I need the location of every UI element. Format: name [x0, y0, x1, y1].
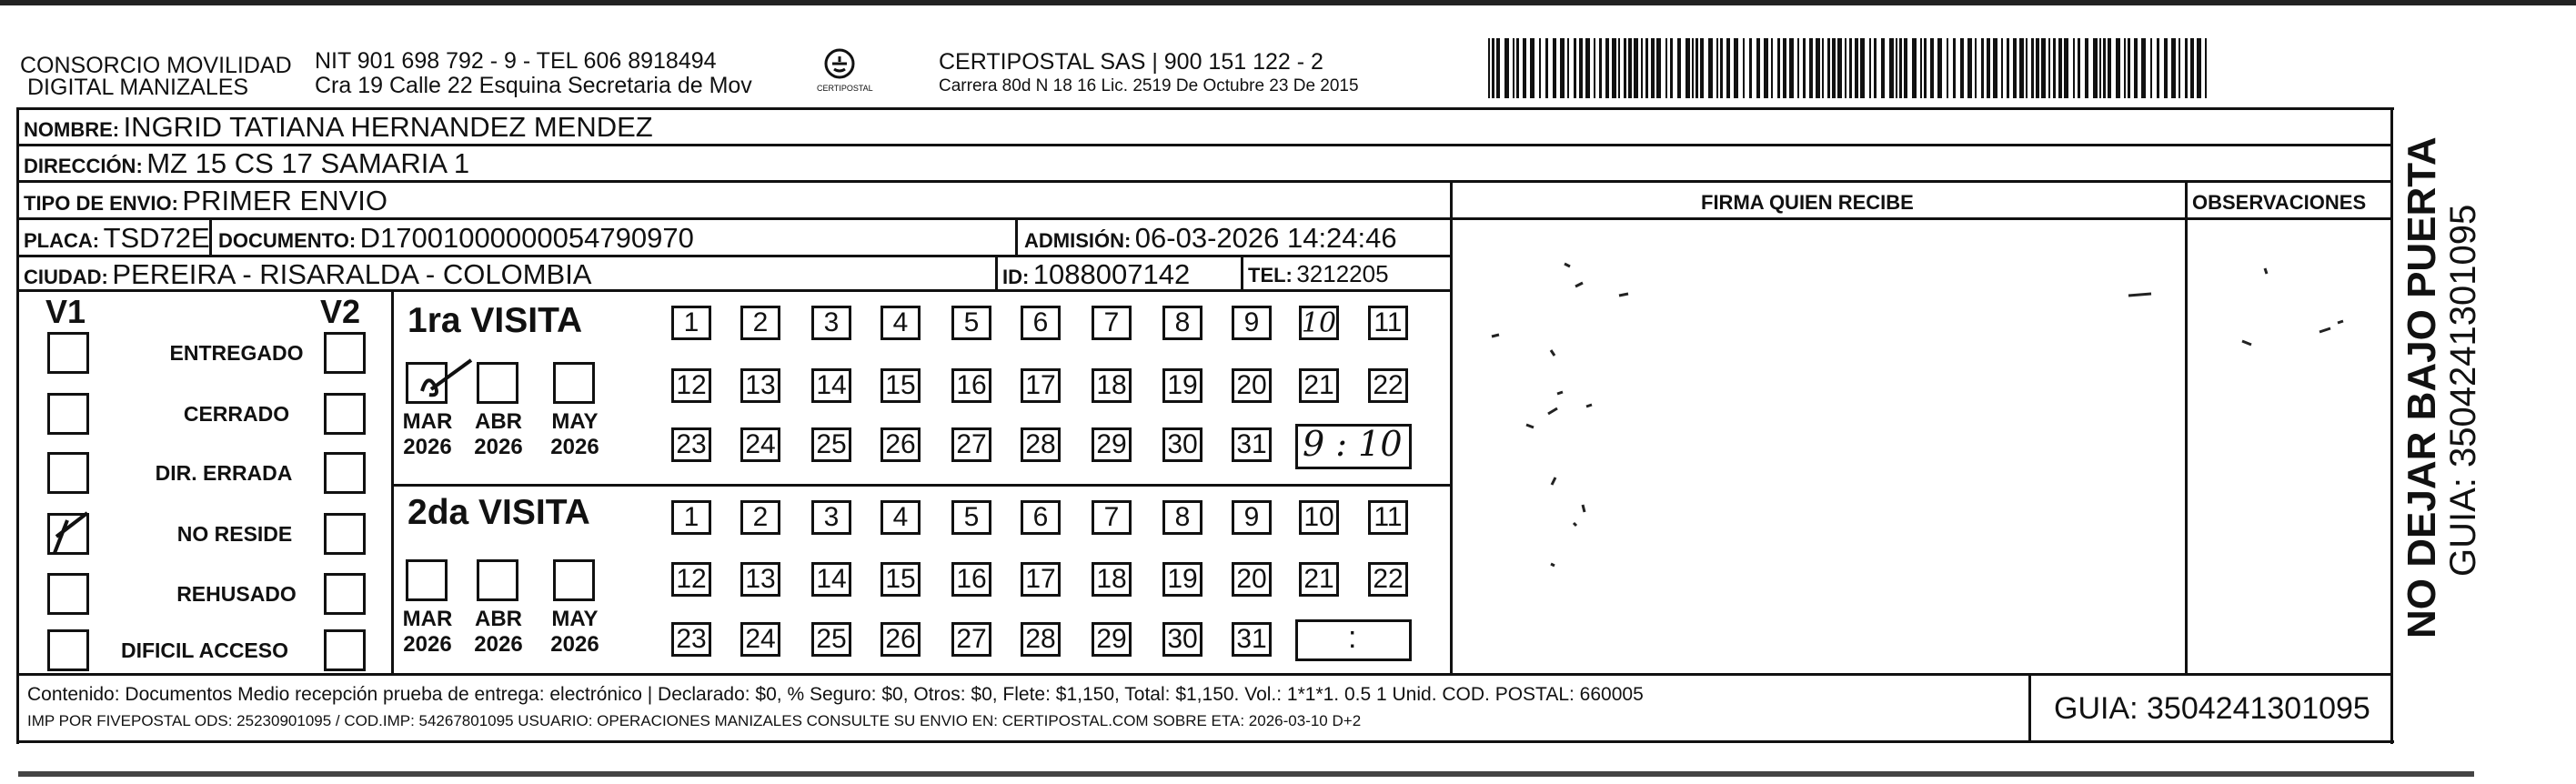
month-checkbox[interactable] [477, 362, 518, 404]
day-cell[interactable]: 12 [671, 368, 711, 403]
status-v1-checkbox[interactable] [47, 573, 89, 615]
day-cell[interactable]: 7 [1092, 306, 1132, 340]
documento-label: DOCUMENTO: [218, 229, 357, 252]
id-divider [995, 256, 998, 290]
year-label: 2026 [474, 435, 523, 459]
footer-contenido: Contenido: Documentos Medio recepción prueba de entrega: electrónico | Declarado: $0, % Seguro: $0, Otros: $0, Flete: $1,150, Total: $1,150. Vol.: 1*1*1. 0.5 1 Unid. COD. POSTAL: 660005 [27, 684, 1644, 705]
day-cell[interactable]: 19 [1162, 368, 1202, 403]
footer-guia: GUIA: 3504241301095 [2054, 691, 2370, 726]
sender-name-1: CONSORCIO MOVILIDAD [20, 53, 292, 78]
observaciones-header: OBSERVACIONES [2192, 191, 2367, 214]
barcode-bar [1849, 38, 1852, 98]
barcode-bar [1545, 38, 1548, 98]
barcode-bar [1700, 38, 1704, 98]
tel-value: 3212205 [1296, 260, 1389, 287]
month-checkbox[interactable] [406, 559, 448, 601]
admision-divider [1015, 218, 1018, 256]
day-cell[interactable]: 23 [671, 622, 711, 657]
barcode-bar [1612, 38, 1616, 98]
barcode-bar [1837, 38, 1842, 98]
month-label: ABR [475, 607, 522, 631]
barcode-bar [2019, 38, 2024, 98]
year-label: 2026 [550, 632, 599, 657]
day-cell[interactable]: 25 [811, 622, 851, 657]
status-label: CERRADO [183, 402, 290, 426]
barcode-bar [1816, 38, 1820, 98]
barcode-bar [1496, 38, 1500, 98]
status-label: DIFICIL ACCESO [120, 638, 288, 662]
direccion-value: MZ 15 CS 17 SAMARIA 1 [146, 147, 470, 179]
col-obs-left [2185, 183, 2188, 674]
day-cell[interactable]: 24 [740, 622, 780, 657]
day-cell[interactable]: 5 [951, 500, 991, 535]
documento-value: D17001000000054790970 [359, 222, 694, 254]
documento-row [218, 222, 694, 255]
year-label: 2026 [403, 435, 452, 459]
day-cell[interactable]: 10 [1299, 500, 1339, 535]
tel-label: TEL: [1248, 264, 1293, 286]
sender-name-2: DIGITAL MANIZALES [27, 75, 249, 100]
day-cell[interactable]: 6 [1021, 500, 1061, 535]
day-cell[interactable]: 12 [671, 562, 711, 597]
footer-imp: IMP POR FIVEPOSTAL ODS: 25230901095 / COD.IMP: 54267801095 USUARIO: OPERACIONES MANIZALES CONSULTE SU ENVIO EN: CERTIPOSTAL.COM SOBRE ETA: 2026-03-10 D+2 [27, 712, 1362, 729]
barcode-bar [2093, 38, 2098, 98]
barcode-bar [2141, 38, 2146, 98]
month-checkbox[interactable] [553, 362, 595, 404]
certipostal-logo-icon [819, 45, 860, 87]
day-cell[interactable]: 25 [811, 427, 851, 462]
day-cell[interactable]: 19 [1162, 562, 1202, 597]
barcode-bar [1860, 38, 1865, 98]
barcode-bar [1789, 38, 1794, 98]
status-label: NO RESIDE [176, 522, 293, 546]
day-cell[interactable]: 21 [1299, 368, 1339, 403]
scan-edge-bottom [18, 771, 2474, 777]
barcode-bar [1720, 38, 1723, 98]
barcode-bar [1896, 38, 1897, 98]
barcode-bar [1960, 38, 1964, 98]
row-line-3 [16, 217, 2392, 220]
nombre-value: INGRID TATIANA HERNANDEZ MENDEZ [123, 111, 653, 143]
row-line-6 [16, 673, 2392, 676]
firma-header: FIRMA QUIEN RECIBE [1701, 191, 1914, 214]
barcode-bar [1641, 38, 1643, 98]
barcode-bar [1827, 38, 1830, 98]
status-divider [391, 290, 394, 674]
barcode-bar [2041, 38, 2046, 98]
ciudad-label: CIUDAD: [24, 266, 108, 288]
status-v1-checkbox[interactable] [47, 452, 89, 494]
ciudad-value: PEREIRA - RISARALDA - COLOMBIA [112, 258, 592, 290]
status-label: ENTREGADO [169, 341, 304, 365]
barcode-bar [1696, 38, 1698, 98]
day-cell[interactable]: 29 [1092, 427, 1132, 462]
barcode-bar [1670, 38, 1673, 98]
barcode-bar [2190, 38, 2194, 98]
barcode-bar [1809, 38, 1813, 98]
barcode-bar [1585, 38, 1590, 98]
barcode-bar [1504, 38, 1509, 98]
ciudad-row [24, 258, 591, 291]
day-cell[interactable]: 23 [671, 427, 711, 462]
month-label: MAY [551, 409, 599, 434]
barcode-bar [1764, 38, 1768, 98]
day-cell[interactable]: 8 [1162, 306, 1202, 340]
month-label: MAR [402, 607, 453, 631]
barcode-bar [1539, 38, 1541, 98]
barcode-bar [2128, 38, 2130, 98]
barcode-bar [2185, 38, 2188, 98]
barcode-bar [1579, 38, 1583, 98]
visit2-title: 2da VISITA [408, 493, 590, 532]
barcode-bar [2085, 38, 2088, 98]
day-cell[interactable]: 2 [740, 306, 780, 340]
barcode-bar [2013, 38, 2017, 98]
checkmark-icon [47, 500, 102, 563]
day-cell[interactable]: 21 [1299, 562, 1339, 597]
barcode-bar [1530, 38, 1535, 98]
barcode-bar [1692, 38, 1694, 98]
barcode-bar [1553, 38, 1556, 98]
day-cell[interactable]: 1 [671, 500, 711, 535]
barcode-bar [1656, 38, 1661, 98]
barcode-bar [2007, 38, 2009, 98]
barcode-bar [1930, 38, 1934, 98]
row-line-4 [16, 255, 1452, 257]
day-cell[interactable]: 26 [880, 622, 921, 657]
day-cell[interactable]: 13 [740, 562, 780, 597]
month-checkbox[interactable] [477, 559, 518, 601]
barcode-bar [1605, 38, 1609, 98]
row-line-2 [16, 180, 2392, 183]
v2-label: V2 [320, 293, 361, 330]
barcode-bar [1981, 38, 1984, 98]
tel-row [1248, 260, 1389, 288]
day-cell[interactable]: 29 [1092, 622, 1132, 657]
status-v2-checkbox[interactable] [324, 629, 366, 671]
year-label: 2026 [474, 632, 523, 657]
barcode-bar [1628, 38, 1632, 98]
barcode-bar [1523, 38, 1526, 98]
admision-row [1024, 222, 1397, 255]
day-cell[interactable]: 18 [1092, 562, 1132, 597]
barcode-bar [1685, 38, 1690, 98]
day-cell[interactable]: 4 [880, 306, 921, 340]
month-label: MAY [551, 607, 599, 631]
checkmark-icon [408, 355, 480, 410]
tipo-row [24, 185, 387, 217]
day-cell[interactable]: 1 [671, 306, 711, 340]
barcode-bar [1677, 38, 1681, 98]
barcode-bar [1803, 38, 1806, 98]
day-cell[interactable]: 3 [811, 306, 851, 340]
barcode-bar [2053, 38, 2056, 98]
guia-box-divider [2028, 674, 2031, 741]
carrier-address: Carrera 80d N 18 16 Lic. 2519 De Octubre 23 De 2015 [939, 76, 1359, 95]
sender-nit: NIT 901 698 792 - 9 - TEL 606 8918494 [315, 48, 717, 74]
id-value: 1088007142 [1032, 258, 1191, 290]
direccion-label: DIRECCIÓN: [24, 155, 143, 177]
day-cell[interactable]: 22 [1368, 562, 1408, 597]
day-cell[interactable]: 3 [811, 500, 851, 535]
barcode-bar [1708, 38, 1713, 98]
barcode-bar [1822, 38, 1824, 98]
day-cell[interactable]: 17 [1021, 368, 1061, 403]
barcode-bar [1665, 38, 1667, 98]
barcode-bar [1777, 38, 1780, 98]
day-cell[interactable]: 2 [740, 500, 780, 535]
barcode-bar [1567, 38, 1569, 98]
day-cell[interactable]: 5 [951, 306, 991, 340]
barcode-bar [2103, 38, 2106, 98]
placa-value: TSD72E [103, 222, 210, 254]
row-line-1 [16, 144, 2392, 146]
barcode-bar [1899, 38, 1902, 98]
barcode-bar [1488, 38, 1490, 98]
barcode-bar [2124, 38, 2126, 98]
day-cell[interactable]: 11 [1368, 500, 1408, 535]
signature-marks [1455, 223, 2183, 668]
barcode-bar [1947, 38, 1948, 98]
day-cell[interactable]: 22 [1368, 368, 1408, 403]
side-notice: NO DEJAR BAJO PUERTA [2400, 136, 2444, 638]
barcode-bar [2036, 38, 2039, 98]
barcode-bar [1726, 38, 1730, 98]
barcode-bar [1869, 38, 1871, 98]
status-v2-checkbox[interactable] [324, 332, 366, 374]
barcode-bar [1560, 38, 1565, 98]
status-v2-checkbox[interactable] [324, 452, 366, 494]
day-cell[interactable]: 17 [1021, 562, 1061, 597]
barcode-bar [1832, 38, 1836, 98]
nombre-label: NOMBRE: [24, 118, 120, 141]
frame-bottom [16, 740, 2394, 743]
barcode-bar [1993, 38, 1997, 98]
day-cell[interactable]: 4 [880, 500, 921, 535]
barcode-bar [2058, 38, 2062, 98]
day-cell[interactable]: 27 [951, 622, 991, 657]
day-cell[interactable]: 31 [1232, 622, 1272, 657]
year-label: 2026 [403, 632, 452, 657]
barcode-bar [1599, 38, 1602, 98]
status-v1-checkbox[interactable] [47, 393, 89, 435]
barcode-bar [1845, 38, 1846, 98]
barcode-bar [2078, 38, 2080, 98]
status-v1-checkbox[interactable] [47, 629, 89, 671]
frame-left [16, 107, 19, 744]
barcode-bar [1749, 38, 1752, 98]
barcode-bar [1874, 38, 1877, 98]
month-label: ABR [475, 409, 522, 434]
barcode-bar [2048, 38, 2050, 98]
placa-row [24, 222, 210, 255]
status-v2-checkbox[interactable] [324, 513, 366, 555]
tel-divider [1241, 256, 1243, 290]
barcode-bar [1516, 38, 1519, 98]
visit2-time-placeholder: : [1348, 620, 1357, 655]
barcode-bar [1855, 38, 1858, 98]
barcode-bar [2179, 38, 2180, 98]
visit-divider [391, 484, 1451, 487]
barcode-bar [1912, 38, 1917, 98]
placa-label: PLACA: [24, 229, 100, 252]
id-label: ID: [1002, 266, 1030, 288]
barcode-bar [2073, 38, 2075, 98]
barcode-bar [1797, 38, 1799, 98]
side-guia: GUIA: 3504241301095 [2443, 204, 2483, 577]
barcode-bar [2031, 38, 2034, 98]
barcode-bar [1881, 38, 1885, 98]
barcode-bar [1651, 38, 1655, 98]
barcode [1488, 38, 2212, 98]
year-label: 2026 [550, 435, 599, 459]
barcode-bar [1594, 38, 1595, 98]
barcode-bar [1889, 38, 1894, 98]
barcode-bar [1953, 38, 1956, 98]
barcode-bar [1513, 38, 1514, 98]
day-cell[interactable]: 14 [811, 562, 851, 597]
barcode-bar [1624, 38, 1626, 98]
day-cell[interactable]: 9 [1232, 306, 1272, 340]
v1-label: V1 [45, 293, 86, 330]
barcode-bar [2108, 38, 2111, 98]
day-cell[interactable]: 6 [1021, 306, 1061, 340]
barcode-bar [1618, 38, 1620, 98]
day-cell[interactable]: 16 [951, 562, 991, 597]
tipo-label: TIPO DE ENVIO: [24, 192, 178, 215]
barcode-bar [1920, 38, 1922, 98]
logo-text: CERTIPOSTAL [817, 84, 873, 93]
barcode-bar [2164, 38, 2168, 98]
barcode-bar [2157, 38, 2159, 98]
observaciones-marks [2192, 223, 2392, 668]
admision-value: 06-03-2026 14:24:46 [1134, 222, 1397, 254]
barcode-bar [2001, 38, 2003, 98]
visit1-time-value: 9 : 10 [1303, 424, 1403, 464]
barcode-bar [1924, 38, 1927, 98]
day-cell[interactable]: 8 [1162, 500, 1202, 535]
visit1-title: 1ra VISITA [408, 301, 583, 340]
day-cell[interactable]: 28 [1021, 622, 1061, 657]
scan-edge-top [0, 0, 2576, 5]
barcode-bar [1937, 38, 1942, 98]
day-cell[interactable]: 15 [880, 562, 921, 597]
day-cell[interactable]: 20 [1232, 562, 1272, 597]
status-v1-checkbox[interactable] [47, 332, 89, 374]
day-cell[interactable]: 27 [951, 427, 991, 462]
day-cell[interactable]: 31 [1232, 427, 1272, 462]
status-label: DIR. ERRADA [155, 461, 293, 485]
barcode-bar [1743, 38, 1745, 98]
day-cell[interactable]: 14 [811, 368, 851, 403]
barcode-bar [1771, 38, 1773, 98]
barcode-bar [1574, 38, 1576, 98]
day-cell[interactable]: 16 [951, 368, 991, 403]
barcode-bar [2134, 38, 2138, 98]
day-cell[interactable]: 24 [740, 427, 780, 462]
month-label: MAR [402, 409, 453, 434]
day-cell[interactable]: 10 [1299, 306, 1339, 340]
status-label: REHUSADO [176, 582, 297, 606]
barcode-bar [2197, 38, 2201, 98]
barcode-bar [2171, 38, 2176, 98]
day-cell[interactable]: 11 [1368, 306, 1408, 340]
day-cell[interactable]: 30 [1162, 427, 1202, 462]
barcode-bar [1716, 38, 1718, 98]
day-cell[interactable]: 15 [880, 368, 921, 403]
barcode-bar [2099, 38, 2101, 98]
nombre-row [24, 111, 653, 144]
id-row [1002, 258, 1190, 291]
barcode-bar [1492, 38, 1494, 98]
barcode-bar [2116, 38, 2120, 98]
day-cell[interactable]: 9 [1232, 500, 1272, 535]
barcode-bar [1967, 38, 1972, 98]
barcode-bar [1904, 38, 1907, 98]
status-v2-checkbox[interactable] [324, 573, 366, 615]
day-cell[interactable]: 7 [1092, 500, 1132, 535]
day-cell[interactable]: 20 [1232, 368, 1272, 403]
sender-address: Cra 19 Calle 22 Esquina Secretaria de Mov [315, 73, 752, 98]
barcode-bar [2064, 38, 2068, 98]
barcode-bar [2026, 38, 2028, 98]
day-cell[interactable]: 30 [1162, 622, 1202, 657]
day-cell[interactable]: 26 [880, 427, 921, 462]
status-v2-checkbox[interactable] [324, 393, 366, 435]
tipo-value: PRIMER ENVIO [182, 185, 388, 216]
barcode-bar [1756, 38, 1760, 98]
barcode-bar [2150, 38, 2152, 98]
barcode-bar [1975, 38, 1977, 98]
frame-top [16, 107, 2394, 110]
barcode-bar [1734, 38, 1738, 98]
direccion-row [24, 147, 469, 180]
col-firma-left [1450, 183, 1453, 674]
barcode-bar [1634, 38, 1638, 98]
month-checkbox[interactable] [553, 559, 595, 601]
carrier-name: CERTIPOSTAL SAS | 900 151 122 - 2 [939, 49, 1323, 75]
admision-label: ADMISIÓN: [1024, 229, 1132, 252]
day-cell[interactable]: 28 [1021, 427, 1061, 462]
day-cell[interactable]: 18 [1092, 368, 1132, 403]
day-cell[interactable]: 13 [740, 368, 780, 403]
barcode-bar [1645, 38, 1648, 98]
barcode-bar [1987, 38, 1990, 98]
barcode-bar [2205, 38, 2207, 98]
barcode-bar [1783, 38, 1786, 98]
